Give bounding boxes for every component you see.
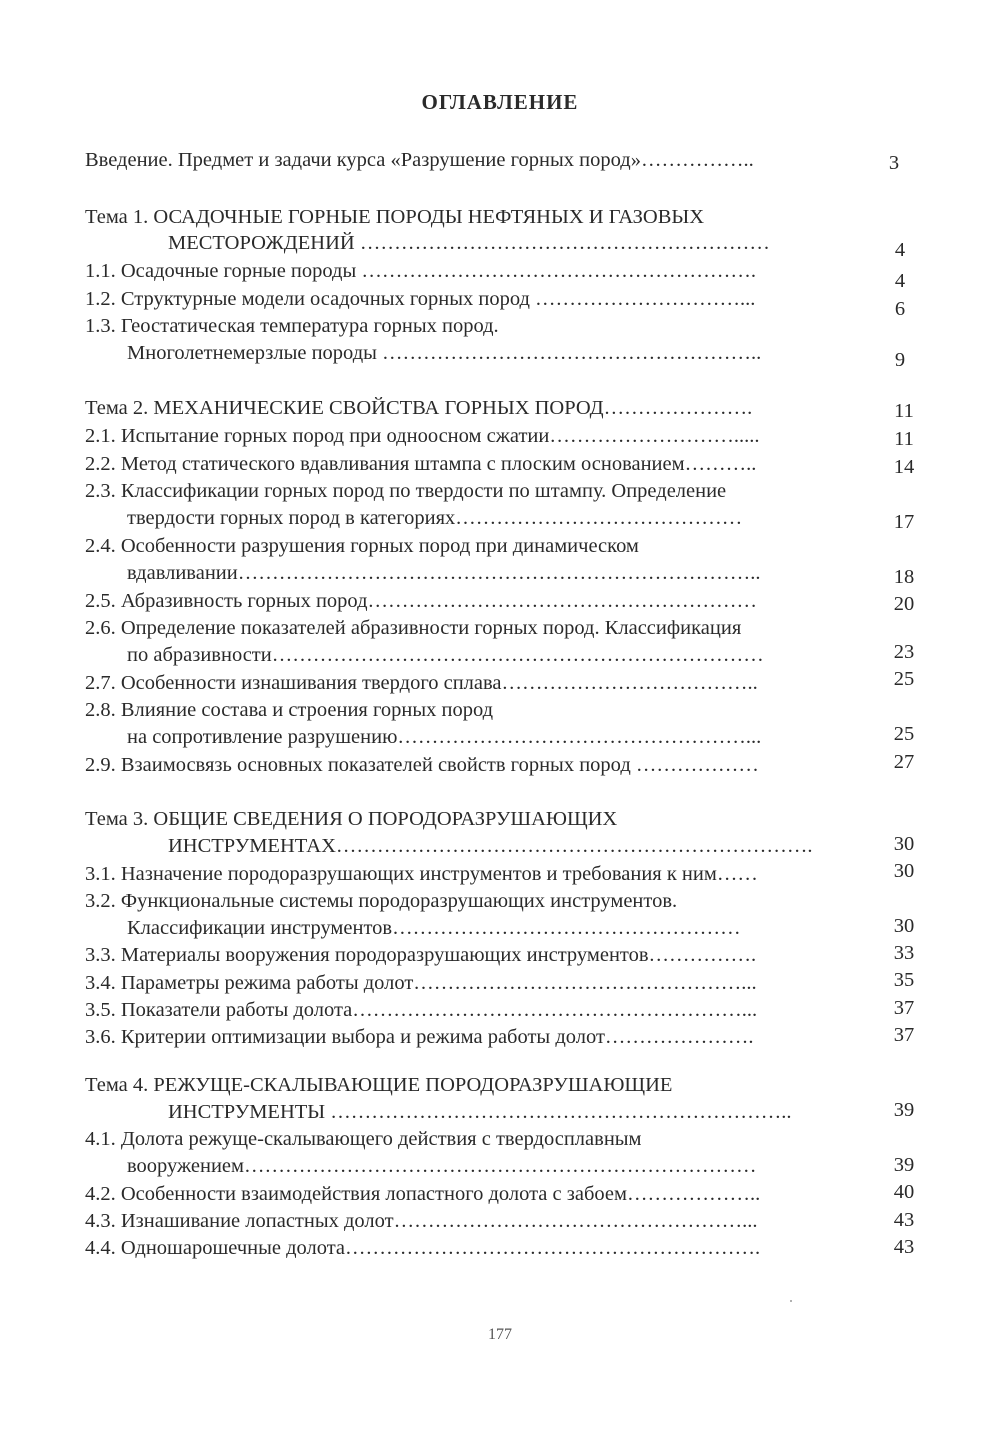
toc-page-number: 37 [893,1024,915,1046]
toc-page-number: 6 [894,298,906,320]
toc-entry-2-4: 2.4. Особенности разрушения горных пород при динамическом [85,535,639,557]
toc-entry-2-1: 2.1. Испытание горных пород при одноосном сжатии………………………..... [85,425,760,447]
toc-entry-3-5: 3.5. Показатели работы долота…………………………………………………... [85,999,758,1021]
toc-entry-4-2: 4.2. Особенности взаимодействия лопастного долота с забоем……………….. [85,1183,761,1205]
toc-entry-2-8: 2.8. Влияние состава и строения горных пород [85,699,494,721]
toc-entry-1-3-cont: Многолетнемерзлые породы ……………………………………………….. [127,342,762,364]
toc-page-number: 43 [893,1209,915,1231]
toc-entry-topic-4-cont: ИНСТРУМЕНТЫ ………………………………………………………….. [168,1101,792,1123]
toc-page-number: 30 [893,915,915,937]
toc-entry-4-1: 4.1. Долота режуще-скалывающего действия с твердосплавным [85,1128,642,1150]
page-title: ОГЛАВЛЕНИЕ [421,90,579,114]
toc-entry-3-4: 3.4. Параметры режима работы долот…………………………………………... [85,972,757,994]
toc-entry-topic-3: Тема 3. ОБЩИЕ СВЕДЕНИЯ О ПОРОДОРАЗРУШАЮЩИХ [85,808,618,830]
toc-entry-3-6: 3.6. Критерии оптимизации выбора и режима работы долот…………………. [85,1026,754,1048]
toc-entry-2-6-cont: по абразивности……………………………………………………………… [127,644,764,666]
toc-page-number: 39 [893,1099,915,1121]
toc-entry-1-1: 1.1. Осадочные горные породы …………………………………………………. [85,260,757,282]
toc-page-number: 23 [893,641,915,663]
toc-page-number: 25 [893,723,915,745]
toc-page-number: 14 [893,456,915,478]
toc-entry-3-1: 3.1. Назначение породоразрушающих инструментов и требования к ним…… [85,863,758,885]
toc-page-number: 18 [893,566,915,588]
toc-page-number: 35 [893,969,915,991]
scan-speck [790,1300,792,1302]
toc-entry-topic-1-cont: МЕСТОРОЖДЕНИЙ …………………………………………………… [168,232,770,254]
toc-page-number: 11 [894,400,914,422]
toc-page-number: 25 [893,668,915,690]
toc-page-number: 43 [893,1236,915,1258]
toc-entry-2-3-cont: твердости горных пород в категориях…………………………………… [127,507,743,529]
toc-entry-topic-4: Тема 4. РЕЖУЩЕ-СКАЛЫВАЮЩИЕ ПОРОДОРАЗРУШАЮЩИЕ [85,1074,673,1096]
toc-entry-2-6: 2.6. Определение показателей абразивности горных пород. Классификация [85,617,742,639]
toc-page-number: 9 [894,349,906,371]
toc-entry-1-2: 1.2. Структурные модели осадочных горных пород …………………………... [85,288,756,310]
toc-entry-2-8-cont: на сопротивление разрушению……………………………………………... [127,726,762,748]
toc-page-number: 30 [893,833,915,855]
toc-entry-2-5: 2.5. Абразивность горных пород………………………………………………… [85,590,758,612]
toc-entry-topic-3-cont: ИНСТРУМЕНТАХ……………………………………………………………. [168,835,813,857]
toc-entry-3-3: 3.3. Материалы вооружения породоразрушающих инструментов……………. [85,944,757,966]
toc-entry-2-2: 2.2. Метод статического вдавливания штампа с плоским основанием……….. [85,453,757,475]
toc-page-number: 4 [894,270,906,292]
toc-entry-topic-1: Тема 1. ОСАДОЧНЫЕ ГОРНЫЕ ПОРОДЫ НЕФТЯНЫХ И ГАЗОВЫХ [85,206,705,228]
toc-entry-4-1-cont: вооружением………………………………………………………………… [127,1155,757,1177]
toc-page-number: 39 [893,1154,915,1176]
toc-page-number: 17 [893,511,915,533]
toc-entry-4-4: 4.4. Одношарошечные долота……………………………………………………. [85,1237,761,1259]
page-footer-number: 177 [488,1326,512,1343]
toc-page-number: 40 [893,1181,915,1203]
toc-entry-2-9: 2.9. Взаимосвязь основных показателей свойств горных пород ……………… [85,754,759,776]
toc-entry-topic-2: Тема 2. МЕХАНИЧЕСКИЕ СВОЙСТВА ГОРНЫХ ПОРОД…………………. [85,397,753,419]
toc-entry-intro: Введение. Предмет и задачи курса «Разрушение горных пород»…………….. [85,149,754,171]
toc-page-number: 27 [893,751,915,773]
toc-entry-3-2: 3.2. Функциональные системы породоразрушающих инструментов. [85,890,678,912]
toc-page-number: 33 [893,942,915,964]
toc-entry-3-2-cont: Классификации инструментов…………………………………………… [127,917,741,939]
toc-page-number: 37 [893,997,915,1019]
toc-entry-2-4-cont: вдавливании………………………………………………………………….. [127,562,761,584]
toc-page-number: 11 [894,428,914,450]
toc-page-number: 3 [888,152,900,174]
toc-entry-4-3: 4.3. Изнашивание лопастных долот……………………………………………... [85,1210,758,1232]
toc-page-number: 20 [893,593,915,615]
toc-page-number: 4 [894,239,906,261]
toc-entry-2-7: 2.7. Особенности изнашивания твердого сплава……………………………….. [85,672,758,694]
toc-page-number: 30 [893,860,915,882]
toc-entry-2-3: 2.3. Классификации горных пород по твердости по штампу. Определение [85,480,727,502]
toc-entry-1-3: 1.3. Геостатическая температура горных пород. [85,315,499,337]
